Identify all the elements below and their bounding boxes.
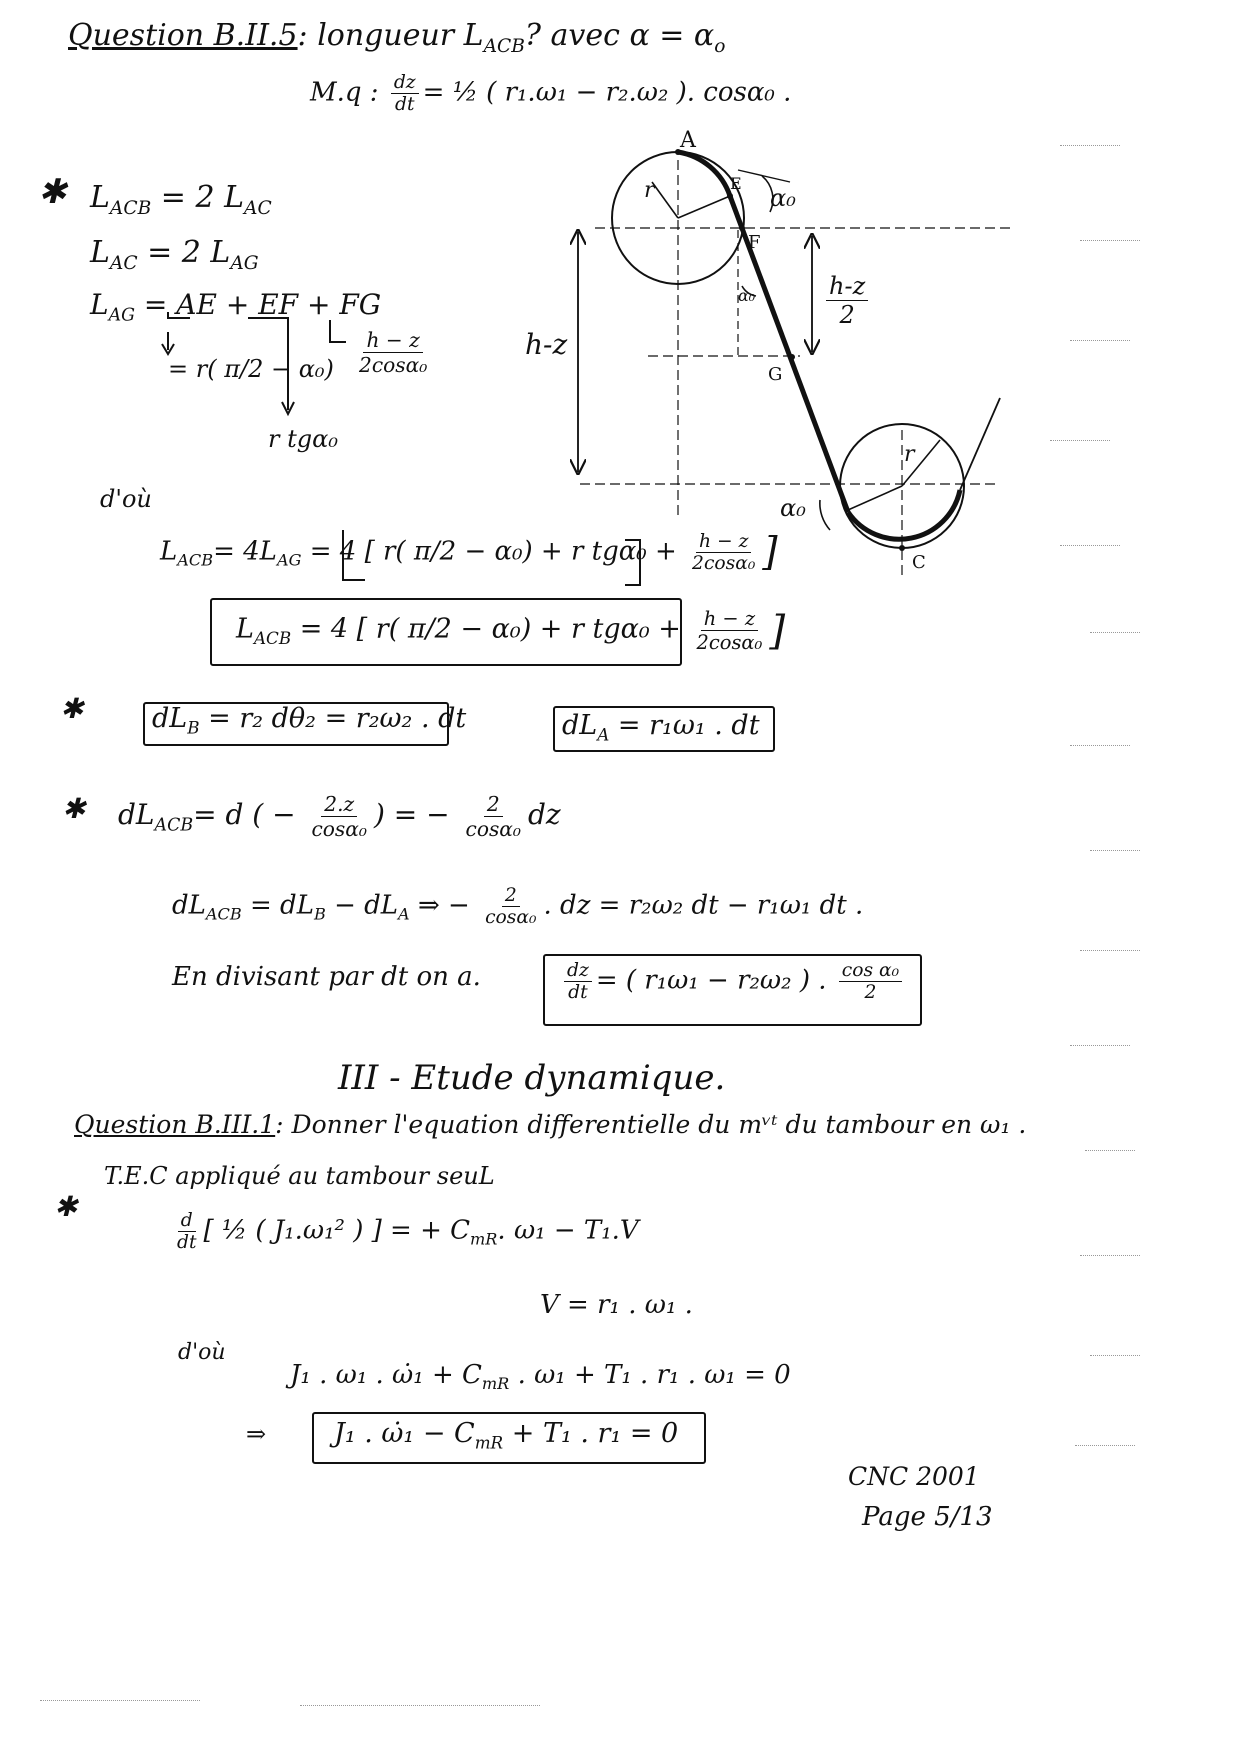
lag-decomposition: $L_{AG}$ = AE + EF + FG xyxy=(90,288,382,326)
label-hz-right: $\frac{h-z}{2}$ xyxy=(822,272,872,329)
lacb-result: $L_{ACB} = 4$ [ r( π/2 − α₀) + r tgα₀ + $\frac{h - z}{\text{2cosα₀}}$ ] xyxy=(236,606,786,654)
mq-equation: M.q : $\frac{dz}{dt}$ = ½ ( r₁.ω₁ − r₂.ω₂ ). cosα₀ . xyxy=(310,72,792,115)
label-g: G xyxy=(768,364,783,385)
velocity-equation: V = r₁ . ω₁ . xyxy=(540,1290,693,1320)
ae-arrow xyxy=(162,332,174,354)
label-alpha-mid: α₀ xyxy=(738,286,756,305)
dlb-equation: $dL_B = r_2$ dθ₂ = r₂ω₂ . dt xyxy=(152,703,467,738)
bracket-lines xyxy=(162,312,640,585)
ef-value: r tgα₀ xyxy=(268,425,338,453)
label-c: C xyxy=(912,552,926,573)
top-pulley xyxy=(595,152,1010,520)
label-e: E xyxy=(730,174,742,193)
dou-label: d'où xyxy=(178,1340,226,1365)
alpha-arc-bottom xyxy=(820,500,830,530)
final-equation: J₁ . ω̇₁ − $C_{mR} + T_1$ . r₁ = 0 xyxy=(334,1418,679,1453)
label-f: F xyxy=(748,232,761,253)
point-g xyxy=(789,354,795,360)
label-alpha-top: α₀ xyxy=(770,184,796,212)
label-r-bottom: r xyxy=(904,442,915,467)
fg-arrow xyxy=(330,320,346,342)
star-bullet: ✱ xyxy=(60,692,84,725)
lacb-equals-2lac: $L_{ACB} = 2$ $L_{AC}$ xyxy=(90,180,272,219)
implies-arrow: ⇒ xyxy=(246,1420,267,1448)
point-e xyxy=(727,193,733,199)
point-f xyxy=(739,225,745,231)
mq-fraction: $\frac{dz}{dt}$ xyxy=(391,72,419,115)
divide-text: En divisant par dt on a. xyxy=(172,962,481,992)
top-radius-r xyxy=(652,182,678,218)
dlacb-equation: $dL_{ACB}= d$ ( − $\frac{2.z}{\text{cosα₀}}$ ) = − $\frac{2}{\text{cosα₀}}$ dz xyxy=(118,792,561,841)
ae-brace xyxy=(168,312,190,318)
question-b3-1-heading: Question B.III.1: Donner l'equation differentielle du mᵛᵗ du tambour en ω₁ . xyxy=(74,1110,1027,1139)
label-r-top: r xyxy=(644,178,655,203)
label-a: A xyxy=(680,128,696,153)
question-label: Question B.III.1 xyxy=(74,1110,276,1139)
tec-equation: $\frac{d}{dt}$ [ ½ ( J₁.ω₁² ) ] = + $C_{mR}$. ω₁ − T₁.V xyxy=(177,1210,639,1253)
bottom-pulley xyxy=(580,398,1000,580)
lac-equals-2lag: $L_{AC} = 2$ $L_{AG}$ xyxy=(90,235,259,274)
point-c xyxy=(899,545,905,551)
top-wrap-arc xyxy=(678,152,730,196)
question-label: Question B.II.5 xyxy=(68,18,298,53)
page-number: Page 5/13 xyxy=(862,1502,993,1532)
star-bullet: ✱ xyxy=(62,792,86,825)
energy-equation: J₁ . ω₁ . ω̇₁ + $C_{mR}$ . ω₁ + T₁ . r₁ . ω₁ = 0 xyxy=(290,1360,791,1394)
dzdt-result: $\frac{dz}{dt}$ = ( r₁ω₁ − r₂ω₂ ) . $\frac{\text{cos α₀}}{2}$ xyxy=(560,960,906,1003)
belt-exit xyxy=(960,398,1000,490)
dlacb-difference: $dL_{ACB} = dL_B - dL_A$ ⇒ − $\frac{2}{\text{cosα₀}}$ . dz = r₂ω₂ dt − r₁ω₁ dt . xyxy=(172,885,864,928)
label-hz-left: h-z xyxy=(525,328,568,361)
bracket-left xyxy=(343,530,365,580)
ae-value: = r( π/2 − α₀) xyxy=(168,355,334,383)
exam-label: CNC 2001 xyxy=(848,1462,980,1491)
bracket-right xyxy=(625,540,640,585)
question-b2-5-heading: Question B.II.5: longueur $L_{ACB}$? avec $\alpha = \alpha_o$ xyxy=(68,18,726,57)
tec-text: T.E.C appliqué au tambour seuL xyxy=(104,1162,495,1190)
dla-equation: $dL_A = r_1\omega_1$ . dt xyxy=(562,710,760,745)
star-bullet: ✱ xyxy=(38,172,67,212)
lacb-expanded: $L_{ACB}= 4L_{AG} = 4$ [ r( π/2 − α₀) + r tgα₀ + $\frac{h - z}{\text{2cosα₀}}$ ] xyxy=(160,530,778,575)
tangent-top xyxy=(738,170,790,182)
section-title: III - Etude dynamique. xyxy=(338,1058,726,1098)
star-bullet: ✱ xyxy=(54,1190,78,1223)
top-radius-e xyxy=(678,196,730,218)
dou-label: d'où xyxy=(100,485,152,513)
ef-arrow xyxy=(248,318,294,414)
bottom-radius xyxy=(848,486,902,510)
fg-value: $\frac{h - z}{\text{2cosα₀}}$ xyxy=(359,328,428,377)
label-alpha-bottom: α₀ xyxy=(780,494,806,522)
